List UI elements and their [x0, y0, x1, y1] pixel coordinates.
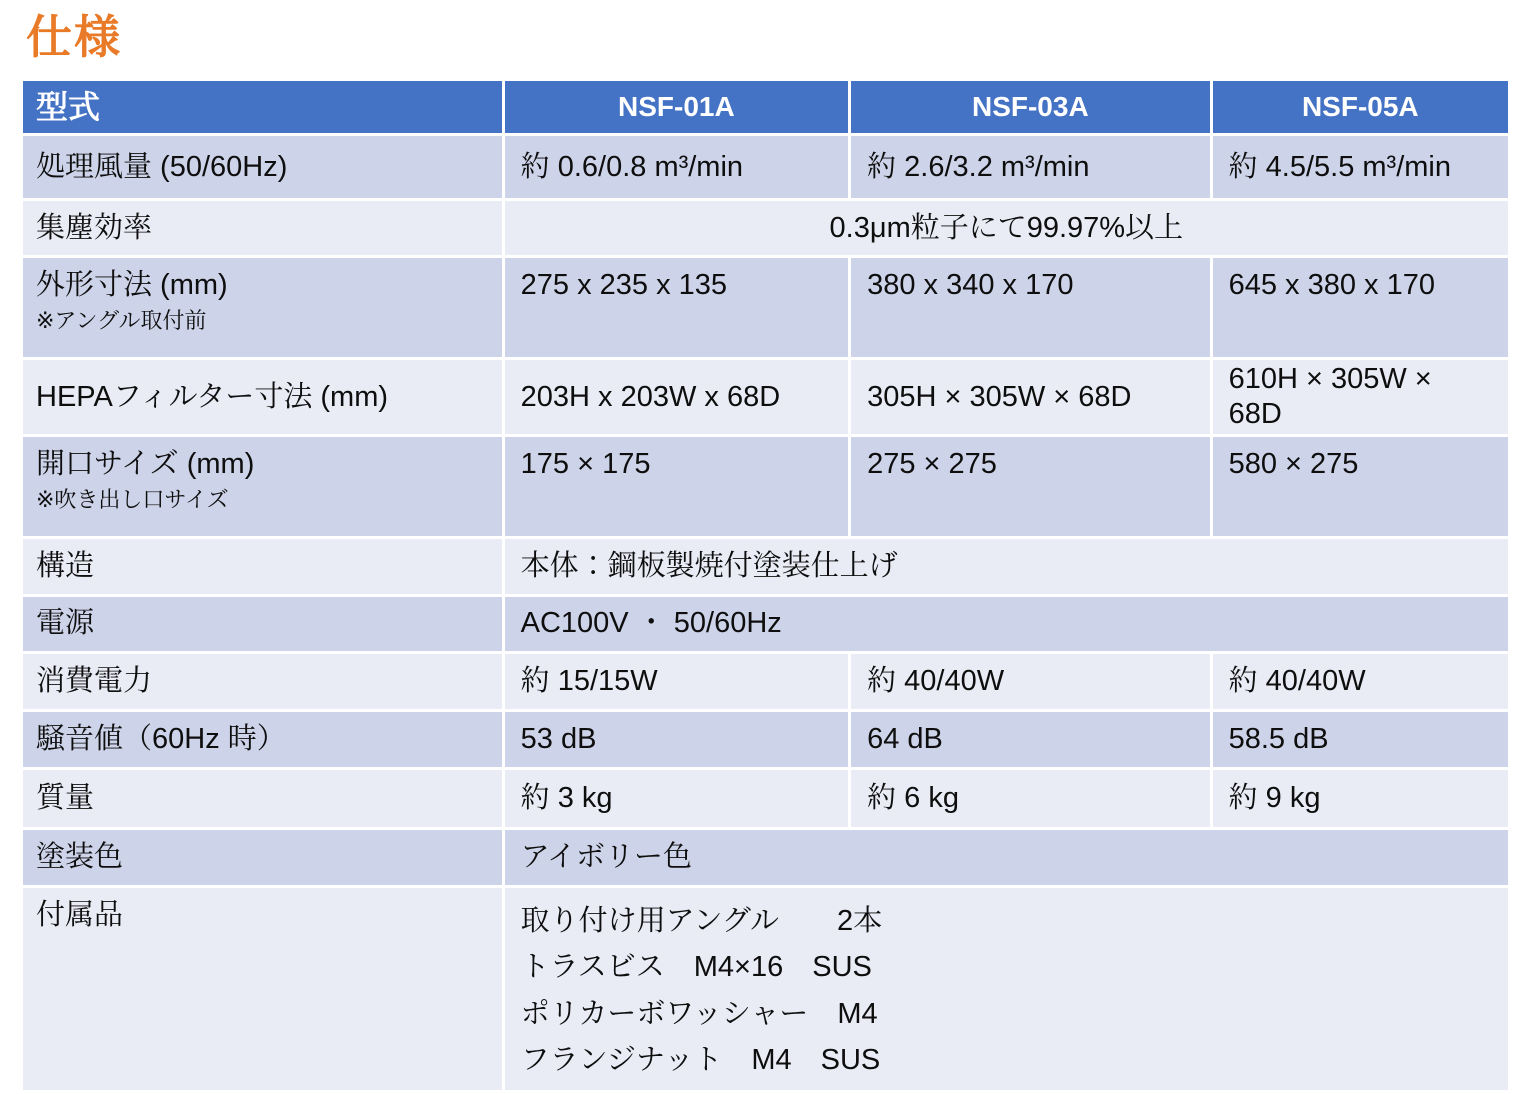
value-cell-span: アイボリー色: [505, 830, 1508, 885]
accessory-line: ポリカーボワッシャー M4: [520, 997, 878, 1030]
row-label-note: ※吹き出し口サイズ: [36, 486, 229, 512]
value-cell: 380 x 340 x 170: [851, 258, 1209, 357]
row-label: 騒音値（60Hz 時）: [23, 712, 502, 767]
row-label-main: 開口サイズ (mm): [36, 447, 255, 480]
row-mass: [23, 770, 1508, 827]
value-cell: 約 3 kg: [505, 770, 848, 827]
row-hepa-filter-dimensions: [23, 360, 1508, 434]
value-cell: 64 dB: [851, 712, 1209, 767]
header-col-nsf05a: NSF-05A: [1213, 81, 1508, 133]
row-collection-efficiency: [23, 201, 1508, 255]
header-row: [23, 81, 1508, 133]
row-noise-level: [23, 712, 1508, 767]
value-cell: 203H x 203W x 68D: [505, 360, 848, 434]
row-power-consumption: [23, 654, 1508, 709]
value-cell-span: 0.3μm粒子にて99.97%以上: [505, 201, 1508, 255]
row-label: 処理風量 (50/60Hz): [23, 136, 502, 198]
row-label: HEPAフィルター寸法 (mm): [23, 360, 502, 434]
accessory-line: フランジナット M4 SUS: [520, 1043, 881, 1076]
value-cell: 580 × 275: [1213, 437, 1508, 536]
value-cell: 約 0.6/0.8 m³/min: [505, 136, 848, 198]
value-cell: 645 x 380 x 170: [1213, 258, 1508, 357]
value-cell: 58.5 dB: [1213, 712, 1508, 767]
row-label: [23, 437, 502, 536]
value-cell-span: 本体：鋼板製焼付塗装仕上げ: [505, 539, 1508, 594]
accessory-line: 取り付け用アングル 2本: [520, 904, 883, 937]
row-opening-size: [23, 437, 1508, 536]
value-cell: 約 9 kg: [1213, 770, 1508, 827]
row-label: 集塵効率: [23, 201, 502, 255]
value-cell: 275 × 275: [851, 437, 1209, 536]
row-accessories: [23, 888, 1508, 1090]
row-label: 付属品: [23, 888, 502, 1090]
value-cell: 約 6 kg: [851, 770, 1209, 827]
row-label-note: ※アングル取付前: [36, 307, 207, 333]
spec-table: [20, 78, 1511, 1093]
spec-table-header: [23, 81, 1508, 133]
row-label: 構造: [23, 539, 502, 594]
row-paint-color: [23, 830, 1508, 885]
row-label: [23, 258, 502, 357]
row-label: 消費電力: [23, 654, 502, 709]
row-label: 質量: [23, 770, 502, 827]
accessory-line: トラスビス M4×16 SUS: [520, 951, 872, 984]
value-cell: 53 dB: [505, 712, 848, 767]
row-label: 塗装色: [23, 830, 502, 885]
row-label: 電源: [23, 597, 502, 651]
row-airflow: [23, 136, 1508, 198]
value-cell-span: AC100V ・ 50/60Hz: [505, 597, 1508, 651]
row-structure: [23, 539, 1508, 594]
header-col-nsf03a: NSF-03A: [851, 81, 1209, 133]
value-cell: 275 x 235 x 135: [505, 258, 848, 357]
value-cell: 約 40/40W: [1213, 654, 1508, 709]
header-model-label: 型式: [23, 81, 502, 133]
row-label-main: 外形寸法 (mm): [36, 269, 228, 302]
value-cell: 305H × 305W × 68D: [851, 360, 1209, 434]
value-cell: 約 40/40W: [851, 654, 1209, 709]
value-cell: 175 × 175: [505, 437, 848, 536]
value-cell-span: [505, 888, 1508, 1090]
value-cell: 約 15/15W: [505, 654, 848, 709]
row-power-supply: [23, 597, 1508, 651]
page-title: 仕様: [26, 11, 122, 63]
row-outer-dimensions: [23, 258, 1508, 357]
value-cell: 約 4.5/5.5 m³/min: [1213, 136, 1508, 198]
value-cell: 約 2.6/3.2 m³/min: [851, 136, 1209, 198]
value-cell: 610H × 305W × 68D: [1213, 360, 1508, 434]
header-col-nsf01a: NSF-01A: [505, 81, 848, 133]
